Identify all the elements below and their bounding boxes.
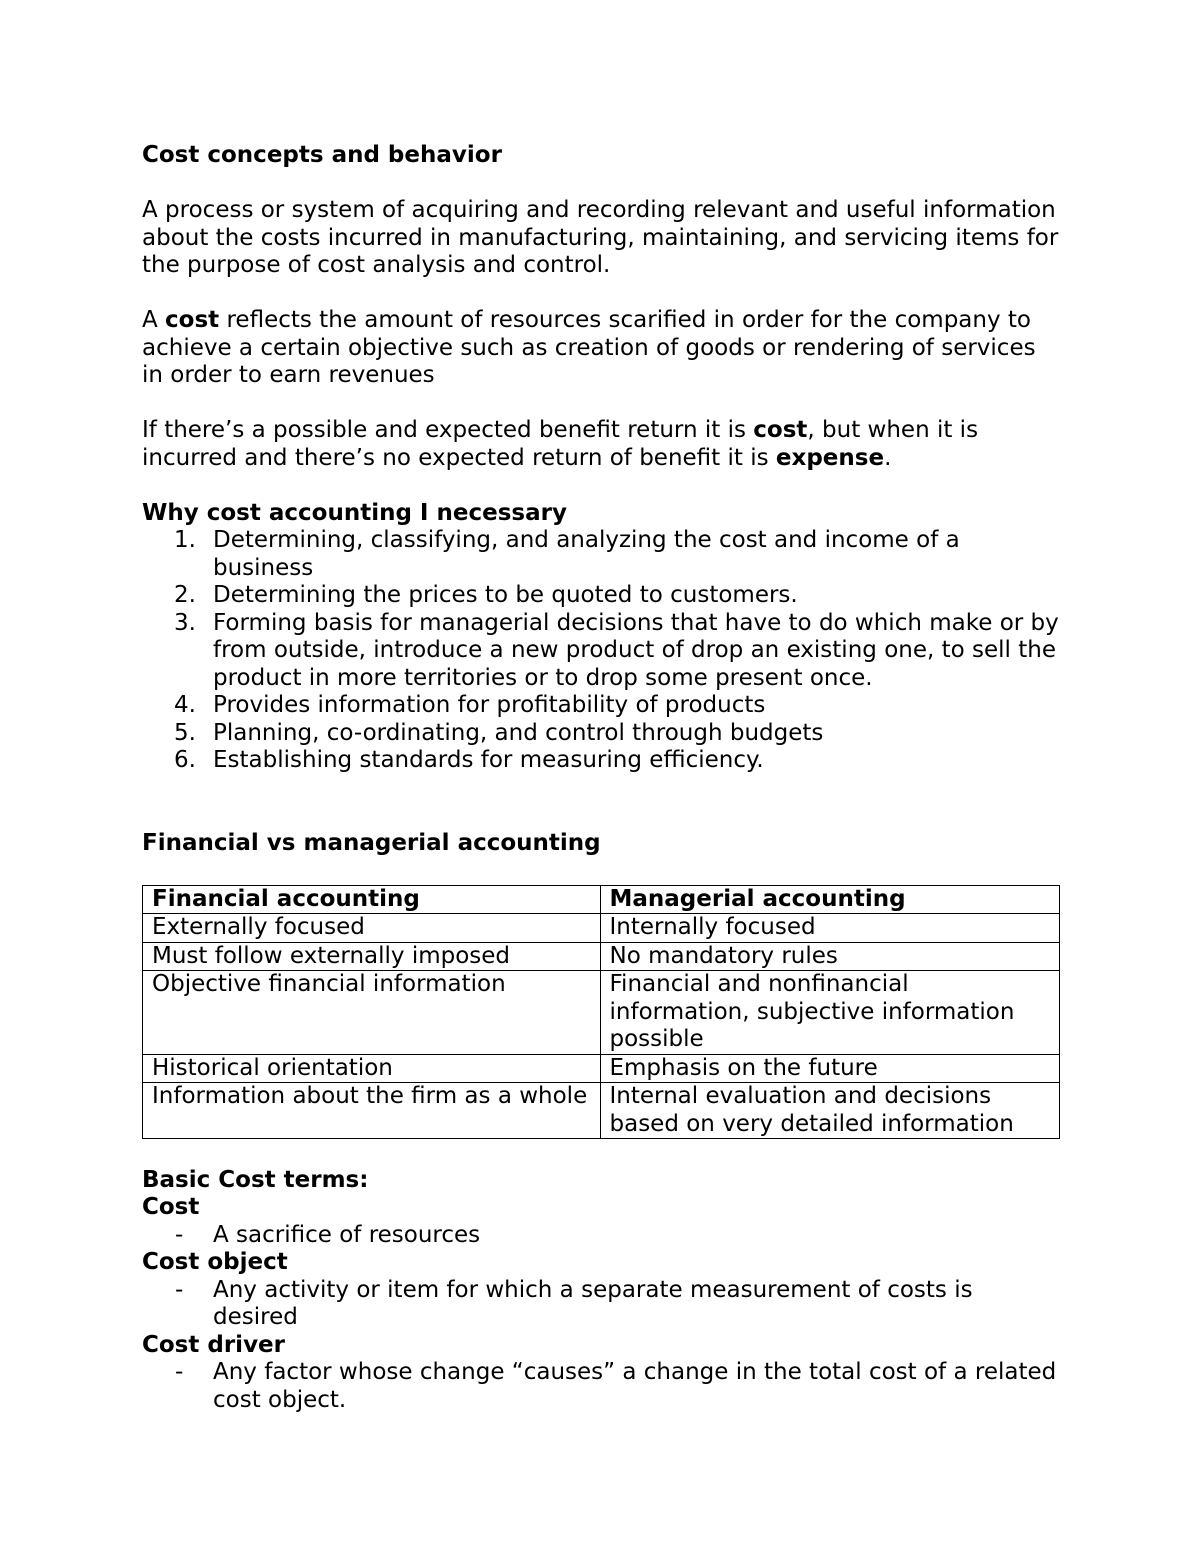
list-item [142,1222,1062,1250]
cost-vs-expense-paragraph [142,417,1062,472]
term-cost-object: Cost object [142,1249,288,1275]
list-item [142,1277,1062,1332]
list-number: 3. [174,609,196,636]
table-cell: Historical orientation [143,1054,601,1083]
list-item-text: Determining, classifying, and analyzing the cost and income of a business [213,527,960,581]
table-cell: Internally focused [600,914,1060,943]
benefit-text-1: If there’s a possible and expected benefit return it is [142,417,754,443]
benefit-text-3: . [884,444,892,471]
terms-heading: Basic Cost terms: [142,1166,369,1193]
cost-definition-paragraph [142,307,1062,390]
table-cell: Financial and nonfinancial information, subjective information possible [600,971,1060,1055]
table-row [143,971,1060,1055]
list-item [142,747,1062,775]
why-heading: Why cost accounting I necessary [142,499,567,526]
list-number: 1. [174,527,196,553]
definition-text: Any factor whose change “causes” a change in the total cost of a related cost object. [213,1359,1057,1413]
list-item-text: Establishing standards for measuring efficiency. [213,747,764,773]
table-cell: Information about the firm as a whole [143,1083,601,1139]
header-managerial: Managerial accounting [600,885,1060,914]
list-item [142,582,1062,610]
table-cell: Emphasis on the future [600,1054,1060,1083]
table-cell: Must follow externally imposed [143,942,601,971]
cost-pre-text: A [142,307,166,333]
table-cell: No mandatory rules [600,942,1060,971]
list-item-text: Determining the prices to be quoted to customers. [213,582,798,608]
term-cost-definition-list [142,1222,1062,1250]
table-row [143,1083,1060,1139]
list-item [142,527,1062,582]
term-cost: Cost [142,1194,200,1220]
cost-bold-term: cost [165,307,220,333]
table-cell: Objective financial information [143,971,601,1055]
header-financial: Financial accounting [143,885,601,914]
dash-bullet: - [175,1359,184,1385]
list-item-text: Planning, co-ordinating, and control through budgets [213,719,824,746]
term-cost-object-definition-list [142,1277,1062,1332]
table-row [143,914,1060,943]
benefit-bold-cost: cost [753,417,808,443]
comparison-table [142,885,1060,1140]
document-page [142,142,1062,1414]
table-cell: Internal evaluation and decisions based on very detailed information [600,1083,1060,1139]
cost-post-text: reflects the amount of resources scarified in order for the company to achieve a certain objective such as creation of goods or rendering of services in order to earn revenues [142,307,1036,388]
table-cell: Externally focused [143,914,601,943]
definition-text: Any activity or item for which a separate measurement of costs is desired [213,1276,973,1330]
benefit-text-2: , but when it is incurred and there’s no expected return of benefit it is [142,417,979,471]
list-item [142,692,1062,720]
term-cost-driver-definition-list [142,1359,1062,1414]
table-row [143,942,1060,971]
list-item-text: Provides information for profitability of products [213,692,766,718]
list-number: 4. [174,692,196,718]
dash-bullet: - [175,1221,184,1248]
list-item [142,720,1062,748]
intro-paragraph: A process or system of acquiring and recording relevant and useful information about the costs incurred in manufacturing, maintaining, and servicing items for the purpose of cost analysis and control. [142,197,1059,278]
definition-text: A sacrifice of resources [213,1221,481,1248]
table-row [143,1054,1060,1083]
term-cost-driver: Cost driver [142,1331,285,1358]
list-item [142,1359,1062,1414]
benefit-bold-expense: expense [775,444,885,471]
why-list [142,527,1062,775]
dash-bullet: - [175,1276,184,1303]
list-number: 2. [174,582,196,608]
table-header-row [143,885,1060,914]
document-title: Cost concepts and behavior [142,142,502,168]
comparison-heading: Financial vs managerial accounting [142,829,601,856]
list-item [142,610,1062,693]
list-number: 6. [174,747,196,773]
list-item-text: Forming basis for managerial decisions that have to do which make or by from outside, introduce a new product of drop an existing one, to sell the product in more territories or to drop some present once. [213,609,1059,691]
list-number: 5. [174,719,196,746]
